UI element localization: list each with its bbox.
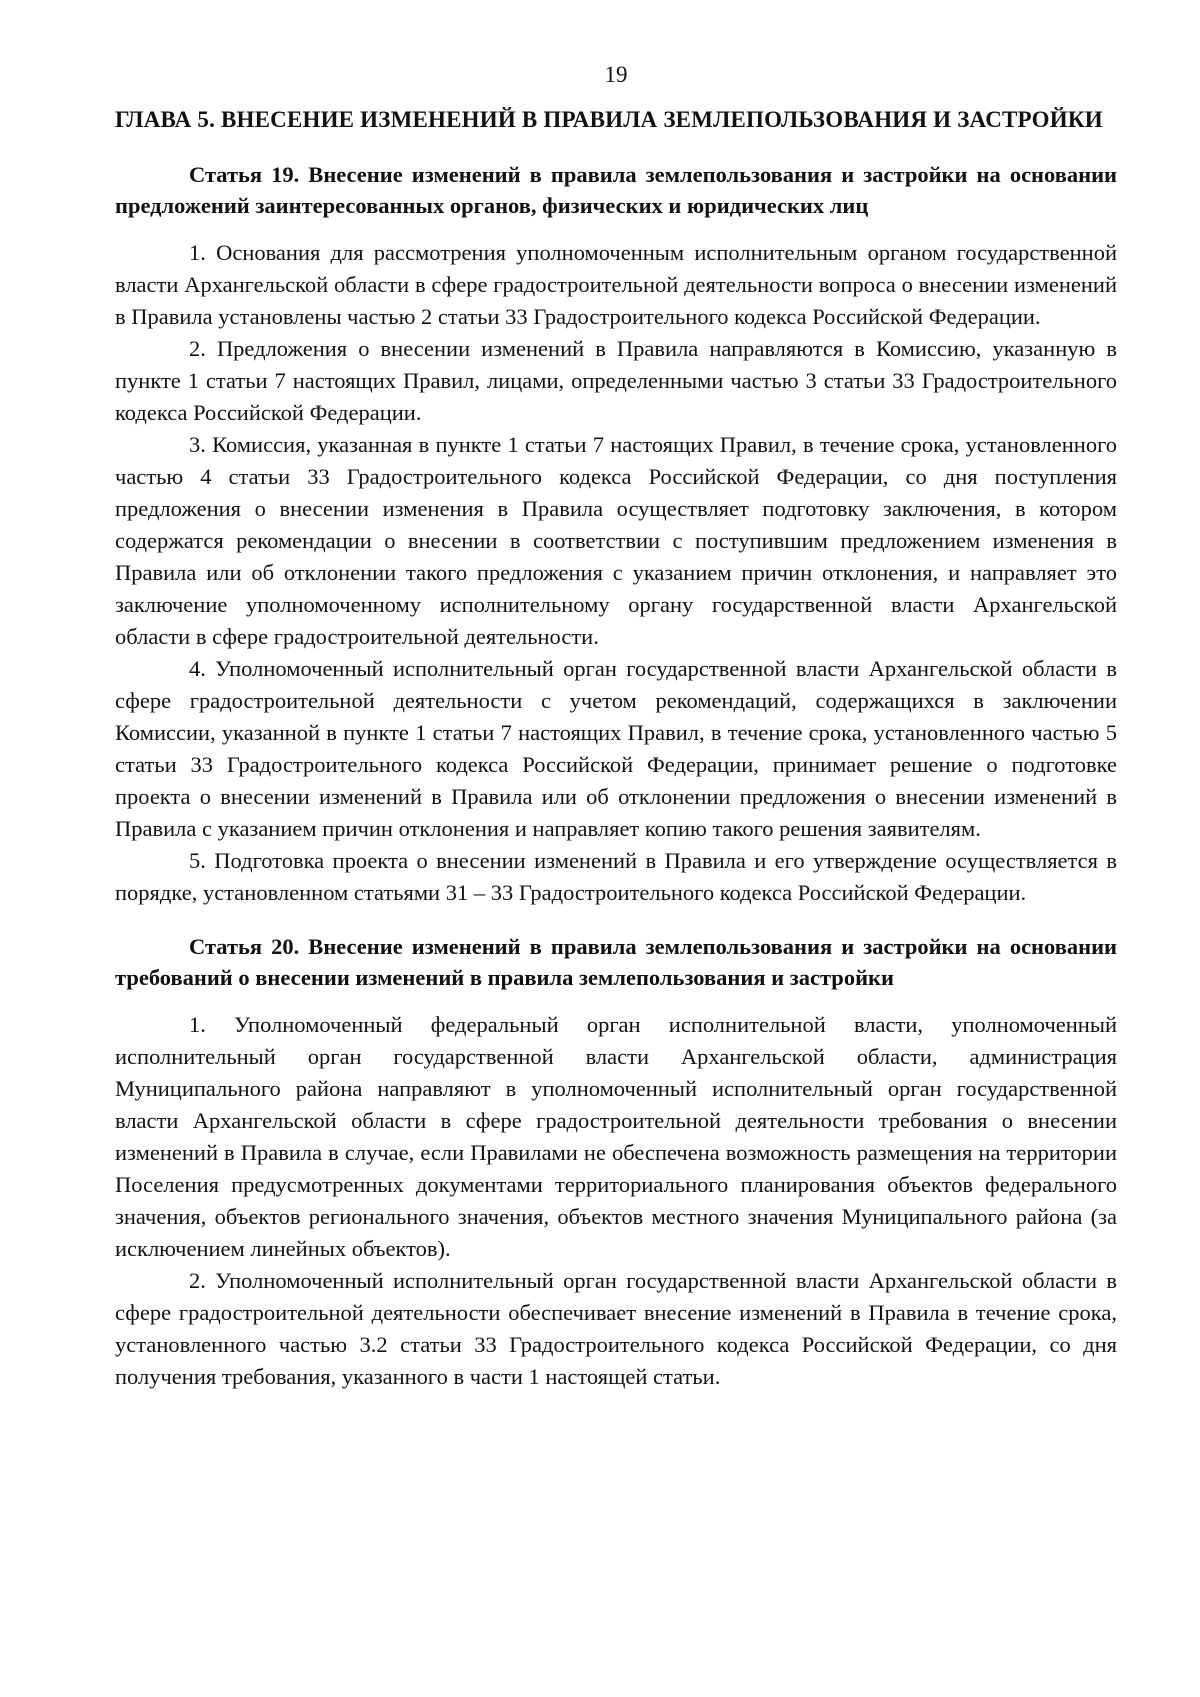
article-19-title: Статья 19. Внесение изменений в правила землепользования и застройки на основании предложений заинтересованных органов, физических и юридических лиц [115,162,1117,218]
article-20-title: Статья 20. Внесение изменений в правила землепользования и застройки на основании требований о внесении изменений в правила землепользования и застройки [115,934,1117,990]
article-19-paragraph-1: 1. Основания для рассмотрения уполномоченным исполнительным органом государственной власти Архангельской области в сфере градостроительной деятельности вопроса о внесении изменений в Правила установлены частью 2 статьи 33 Градостроительного кодекса Российской Федерации. [115,240,1117,329]
article-20-paragraph-1: 1. Уполномоченный федеральный орган исполнительной власти, уполномоченный исполнительный орган государственной власти Архангельской области, администрация Муниципального района направляют в уполномоченный исполнительный орган государственной власти Архангельской области в сфере градостроительной деятельности требования о внесении изменений в Правила в случае, если Правилами не обеспечена возможность размещения на территории Поселения предусмотренных документами территориального планирования объектов федерального значения, объектов регионального значения, объектов местного значения Муниципального района (за исключением линейных объектов). [115,1012,1117,1261]
article-19-paragraph-2: 2. Предложения о внесении изменений в Правила направляются в Комиссию, указанную в пункте 1 статьи 7 настоящих Правил, лицами, определенными частью 3 статьи 33 Градостроительного кодекса Российской Федерации. [115,336,1117,425]
article-19-paragraph-5: 5. Подготовка проекта о внесении изменений в Правила и его утверждение осуществляется в порядке, установленном статьями 31 – 33 Градостроительного кодекса Российской Федерации. [115,848,1117,905]
chapter-title: ГЛАВА 5. ВНЕСЕНИЕ ИЗМЕНЕНИЙ В ПРАВИЛА ЗЕМЛЕПОЛЬЗОВАНИЯ И ЗАСТРОЙКИ [115,107,1103,132]
page-number: 19 [604,62,628,87]
article-20-paragraph-2: 2. Уполномоченный исполнительный орган государственной власти Архангельской области в сфере градостроительной деятельности обеспечивает внесение изменений в Правила в течение срока, установленного частью 3.2 статьи 33 Градостроительного кодекса Российской Федерации, со дня получения требования, указанного в части 1 настоящей статьи. [115,1268,1117,1389]
document-page [115,60,1117,1415]
article-19-paragraph-4: 4. Уполномоченный исполнительный орган государственной власти Архангельской области в сфере градостроительной деятельности с учетом рекомендаций, содержащихся в заключении Комиссии, указанной в пункте 1 статьи 7 настоящих Правил, в течение срока, установленного частью 5 статьи 33 Градостроительного кодекса Российской Федерации, принимает решение о подготовке проекта о внесении изменений в Правила или об отклонении предложения о внесении изменений в Правила с указанием причин отклонения и направляет копию такого решения заявителям. [115,656,1117,841]
article-20 [115,931,1117,1393]
article-19-paragraph-3: 3. Комиссия, указанная в пункте 1 статьи 7 настоящих Правил, в течение срока, установленного частью 4 статьи 33 Градостроительного кодекса Российской Федерации, со дня поступления предложения о внесении изменения в Правила осуществляет подготовку заключения, в котором содержатся рекомендации о внесении в соответствии с поступившим предложением изменения в Правила или об отклонении такого предложения с указанием причин отклонения, и направляет это заключение уполномоченному исполнительному органу государственной власти Архангельской области в сфере градостроительной деятельности. [115,432,1117,649]
article-19 [115,159,1117,909]
